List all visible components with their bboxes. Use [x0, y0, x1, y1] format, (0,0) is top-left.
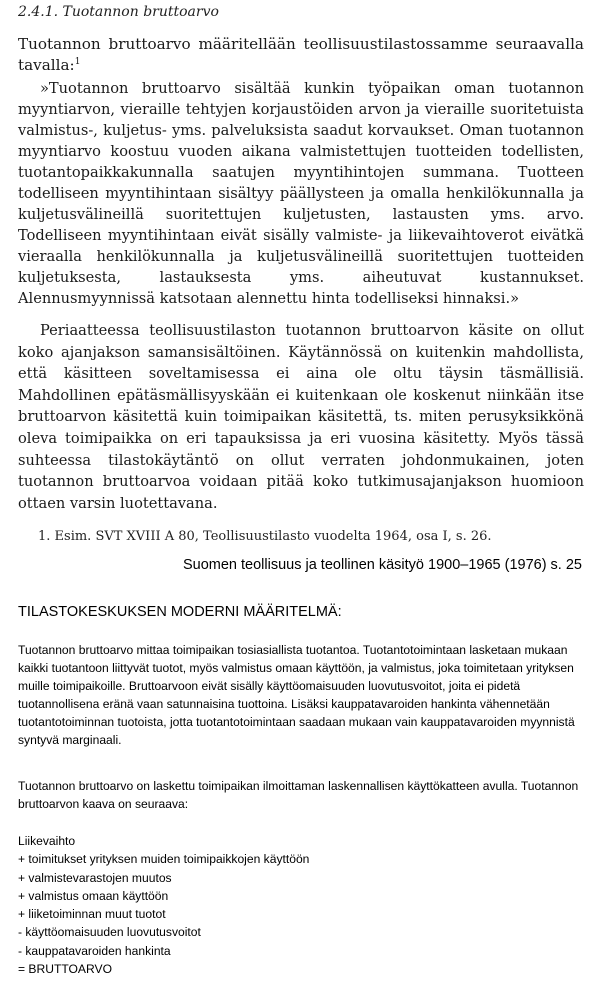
- footnote: 1. Esim. SVT XVIII A 80, Teollisuustilasto vuodelta 1964, osa I, s. 26.: [38, 529, 492, 544]
- body-paragraph: Periaatteessa teollisuustilaston tuotannon bruttoarvon käsite on ollut koko ajanjakson samansisältöinen. Käytännössä on kuitenkin mahdollista, että käsitteen soveltamisessa ei aina ole oltu täysin täsmällisiä. Mahdollinen epätäsmällisyyskään ei kuitenkaan ole koskenut niinkään itse bruttoarvon käsitettä kuin toimipaikan käsitettä, ts. miten perusyksikkönä oleva toimipaikka on eri tapauksissa ja eri vuosina käsitetty. Myös tässä suhteessa tilastokäytäntö on ollut verraten johdonmukainen, joten tuotannon bruttoarvoa voidaan pitää koko tutkimusajanjakson huomioon ottaen varsin luotettavana.: [18, 322, 584, 512]
- formula-line: Liikevaihto: [18, 834, 76, 848]
- formula-intro-paragraph: Tuotannon bruttoarvo on laskettu toimipaikan ilmoittaman laskennallisen käyttökatteen avulla. Tuotannon bruttoarvon kaava on seuraava:: [18, 779, 579, 811]
- formula-line: + toimitukset yrityksen muiden toimipaikkojen käyttöön: [18, 852, 310, 867]
- intro-paragraph: [18, 34, 584, 76]
- formula-line: + valmistevarastojen muutos: [18, 870, 172, 885]
- modern-definition-paragraph: Tuotannon bruttoarvo mittaa toimipaikan tosiasiallista tuotantoa. Tuotantotoimintaan lasketaan mukaan kaikki tuotantoon liittyvät tuotot, myös valmistus omaan käyttöön, ja valmistus, joka toimitetaan yrityksen muille toimipaikoille. Bruttoarvoon eivät sisälly käyttöomaisuuden luovutusvoitot, joita ei pidetä tuotannollisena eränä vaan satunnaisina tuottoina. Lisäksi kauppatavaroiden hankinta vähennetään tuotantotoiminnan tuotoista, jotta tuotantotoimintaan saadaan mukaan vain kauppatavaroiden myynnistä syntyvä marginaali.: [18, 643, 575, 747]
- section-heading: 2.4.1. Tuotannon bruttoarvo: [18, 4, 219, 20]
- formula-result: = BRUTTOARVO: [18, 962, 112, 977]
- formula-line: - kauppatavaroiden hankinta: [18, 943, 171, 958]
- quoted-definition: »Tuotannon bruttoarvo sisältää kunkin työpaikan oman tuotannon myyntiarvon, vieraille tehtyjen korjaustöiden arvon ja vieraille suoritetuista valmistus-, kuljetus- yms. palveluksista saadut korvaukset. Oman tuotannon myyntiarvo koostuu vuoden aikana valmistettujen tuotteiden todellisten, tuotantopaikkakunnalla saatujen myyntihintojen summana. Tuotteen todelliseen myyntihintaan sisältyy päällysteen ja omalla henkilökunnalla ja kuljetusvälineillä suoritettujen kuljetusten, lastausten yms. arvo. Todelliseen myyntihintaan eivät sisälly valmiste- ja liikevaihtoverot eivätkä vieraalla henkilökunnalla ja kuljetusvälineillä suoritettujen tuotteiden kuljetuksesta, lastauksesta yms. aiheutuvat kustannukset. Alennusmyynnissä katsotaan alennettu hinta todelliseksi hinnaksi.»: [18, 80, 584, 308]
- formula-line: + valmistus omaan käyttöön: [18, 888, 169, 903]
- intro-text: Tuotannon bruttoarvo määritellään teollisuustilastossamme seuraavalla tavalla:: [18, 35, 584, 74]
- source-citation: Suomen teollisuus ja teollinen käsityö 1900–1965 (1976) s. 25: [182, 557, 582, 573]
- formula-list: [18, 832, 309, 978]
- formula-line: + liiketoiminnan muut tuotot: [18, 907, 166, 922]
- footnote-marker: 1: [74, 56, 81, 67]
- modern-definition-title: TILASTOKESKUKSEN MODERNI MÄÄRITELMÄ:: [18, 604, 342, 620]
- formula-line: - käyttöomaisuuden luovutusvoitot: [18, 925, 201, 940]
